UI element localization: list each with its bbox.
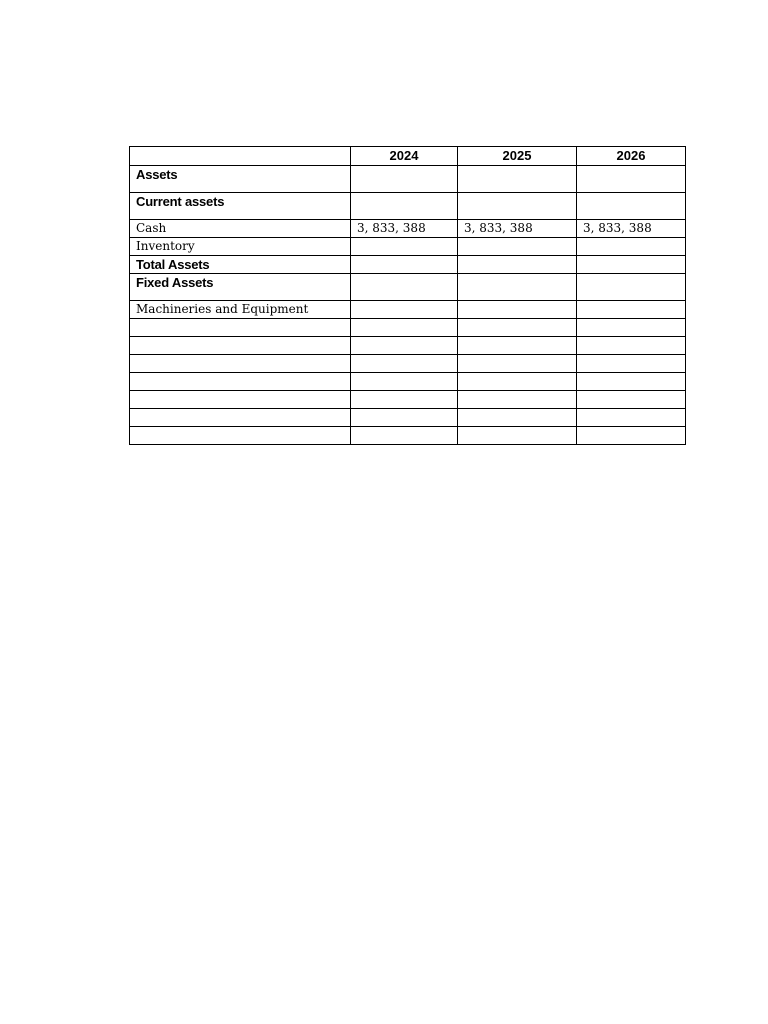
row-label — [130, 319, 351, 337]
cell-value — [458, 166, 577, 193]
cell-value — [458, 238, 577, 256]
cell-value — [351, 355, 458, 373]
cell-value: 3, 833, 388 — [458, 220, 577, 238]
cell-value — [577, 337, 686, 355]
cell-value — [351, 301, 458, 319]
cell-value — [458, 256, 577, 274]
row-label — [130, 427, 351, 445]
table-row — [130, 274, 686, 301]
cell-value — [351, 409, 458, 427]
cell-value — [577, 427, 686, 445]
row-label — [130, 391, 351, 409]
year-header-2026: 2026 — [577, 147, 686, 166]
cell-value — [577, 391, 686, 409]
table-row — [130, 409, 686, 427]
cell-value: 3, 833, 388 — [351, 220, 458, 238]
table-row — [130, 427, 686, 445]
cell-value — [351, 373, 458, 391]
row-label — [130, 373, 351, 391]
cell-value — [458, 274, 577, 301]
table-row — [130, 319, 686, 337]
table-row — [130, 256, 686, 274]
table-row — [130, 166, 686, 193]
cell-value — [458, 409, 577, 427]
cell-value — [577, 238, 686, 256]
cell-value — [351, 256, 458, 274]
cell-value — [577, 355, 686, 373]
cell-value — [577, 193, 686, 220]
cell-value — [577, 301, 686, 319]
cell-value — [458, 193, 577, 220]
cell-value — [458, 373, 577, 391]
cell-value — [458, 427, 577, 445]
header-label-cell — [130, 147, 351, 166]
cell-value — [458, 319, 577, 337]
table-row — [130, 391, 686, 409]
row-label: Fixed Assets — [130, 274, 351, 301]
cell-value — [577, 274, 686, 301]
table-row — [130, 238, 686, 256]
cell-value: 3, 833, 388 — [577, 220, 686, 238]
year-header-2025: 2025 — [458, 147, 577, 166]
table-row — [130, 301, 686, 319]
table-header-row — [130, 147, 686, 166]
cell-value — [351, 193, 458, 220]
cell-value — [577, 409, 686, 427]
table-row — [130, 355, 686, 373]
row-label: Inventory — [130, 238, 351, 256]
row-label: Machineries and Equipment — [130, 301, 351, 319]
cell-value — [351, 166, 458, 193]
row-label — [130, 409, 351, 427]
cell-value — [458, 301, 577, 319]
row-label: Current assets — [130, 193, 351, 220]
row-label: Assets — [130, 166, 351, 193]
cell-value — [351, 337, 458, 355]
table-row — [130, 220, 686, 238]
table-row — [130, 373, 686, 391]
row-label — [130, 337, 351, 355]
cell-value — [458, 337, 577, 355]
cell-value — [351, 391, 458, 409]
cell-value — [577, 166, 686, 193]
row-label: Cash — [130, 220, 351, 238]
cell-value — [577, 373, 686, 391]
table-row — [130, 337, 686, 355]
year-header-2024: 2024 — [351, 147, 458, 166]
cell-value — [577, 256, 686, 274]
balance-sheet-table — [129, 146, 686, 445]
cell-value — [351, 274, 458, 301]
cell-value — [577, 319, 686, 337]
cell-value — [351, 319, 458, 337]
table-row — [130, 193, 686, 220]
cell-value — [351, 238, 458, 256]
cell-value — [458, 391, 577, 409]
row-label: Total Assets — [130, 256, 351, 274]
cell-value — [351, 427, 458, 445]
cell-value — [458, 355, 577, 373]
row-label — [130, 355, 351, 373]
